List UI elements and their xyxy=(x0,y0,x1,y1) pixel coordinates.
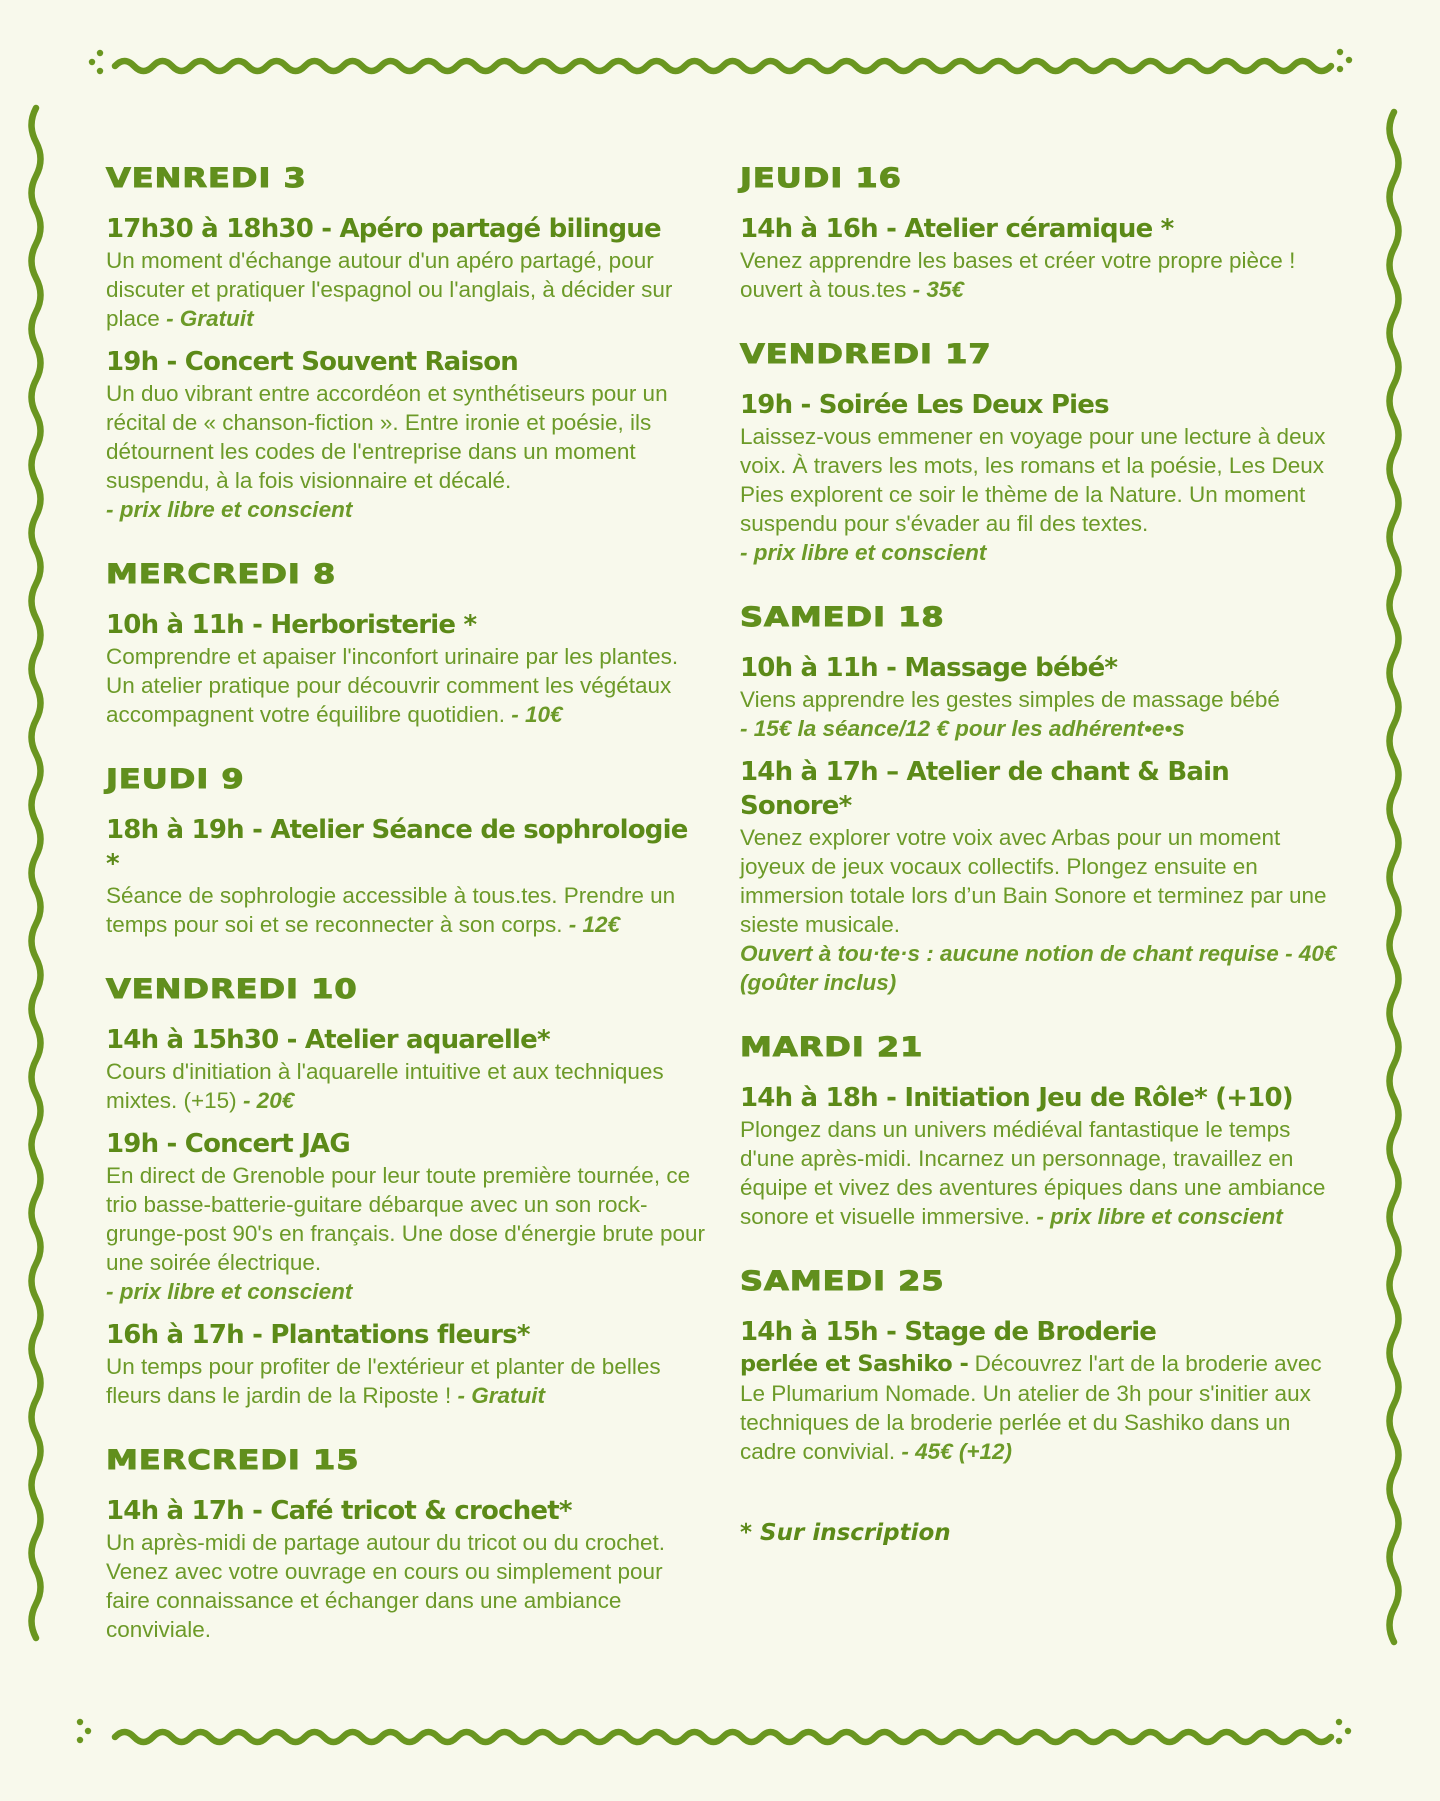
event xyxy=(740,1081,1345,1231)
event-description: Viens apprendre les gestes simples de massage bébé - 15€ la séance/12 € pour les adhérent•e•s xyxy=(740,687,1280,741)
day-section xyxy=(740,1261,1345,1466)
corner-dots-bottom-left xyxy=(77,1719,91,1743)
event-price: - 35€ xyxy=(912,277,964,302)
day-section xyxy=(106,158,706,524)
event-description: Un moment d'échange autour d'un apéro partagé, pour discuter et pratiquer l'espagnol ou l'anglais, à décider sur place - Gratuit xyxy=(106,248,673,331)
day-heading: VENDREDI 10 xyxy=(106,973,358,1005)
day-heading: JEUDI 9 xyxy=(106,763,245,795)
day-section xyxy=(106,554,706,729)
event-title: 17h30 à 18h30 - Apéro partagé bilingue xyxy=(106,214,661,244)
corner-dots-bottom-right xyxy=(1336,1719,1351,1744)
event xyxy=(740,212,1345,304)
event-title: 14h à 17h – Atelier de chant & Bain Sonore* xyxy=(740,757,1229,821)
corner-dots-top-left xyxy=(89,50,103,74)
event-price: - Gratuit xyxy=(166,306,254,331)
event-description: Comprendre et apaiser l'inconfort urinaire par les plantes. Un atelier pratique pour découvrir comment les végétaux accompagnent votre équilibre quotidien. - 10€ xyxy=(106,644,679,727)
event-description: perlée et Sashiko - Découvrez l'art de la broderie avec Le Plumarium Nomade. Un atelier de 3h pour s'initier aux techniques de la broderie perlée et du Sashiko dans un cadre convivial. - 45€ (+12) xyxy=(740,1351,1322,1464)
right-wave-border xyxy=(1390,112,1399,1642)
event-description: Cours d'initiation à l'aquarelle intuitive et aux techniques mixtes. (+15) - 20€ xyxy=(106,1059,664,1113)
event-title: 14h à 16h - Atelier céramique * xyxy=(740,214,1174,244)
event-price: - 10€ xyxy=(511,702,563,727)
day-heading: MERCREDI 8 xyxy=(106,558,337,590)
event-price: - 20€ xyxy=(242,1088,295,1113)
event xyxy=(106,813,706,939)
event-description: Venez apprendre les bases et créer votre propre pièce ! ouvert à tous.tes - 35€ xyxy=(740,248,1296,302)
event-price: Ouvert à tou·te·s : aucune notion de chant requise - 40€ (goûter inclus) xyxy=(740,941,1337,995)
day-section xyxy=(740,158,1345,304)
event-description: Un temps pour profiter de l'extérieur et planter de belles fleurs dans le jardin de la Riposte ! - Gratuit xyxy=(106,1354,661,1408)
day-section xyxy=(106,969,706,1410)
day-heading: SAMEDI 18 xyxy=(740,601,945,633)
day-section xyxy=(740,597,1345,997)
day-heading: JEUDI 16 xyxy=(740,162,902,194)
event xyxy=(106,1318,706,1410)
day-section xyxy=(106,759,706,939)
event-description: Un après-midi de partage autour du tricot ou du crochet. Venez avec votre ouvrage en cours ou simplement pour faire connaissance et échanger dans une ambiance conviviale. xyxy=(106,1530,666,1642)
left-wave-border xyxy=(32,108,41,1638)
event-price: - prix libre et conscient xyxy=(740,540,987,565)
event-price: - 45€ (+12) xyxy=(901,1439,1013,1464)
event-description: Plongez dans un univers médiéval fantastique le temps d'une après-midi. Incarnez un personnage, travaillez en équipe et vivez des aventures épiques dans une ambiance sonore et visuelle immersive. - prix libre et conscient xyxy=(740,1117,1326,1229)
event-description: Un duo vibrant entre accordéon et synthétiseurs pour un récital de « chanson-fiction ». Entre ironie et poésie, ils détournent les codes de l'entreprise dans un moment suspendu, à la fois visionnaire et décalé. - prix libre et conscient xyxy=(106,381,668,522)
day-section xyxy=(740,1027,1345,1231)
event xyxy=(106,1494,706,1644)
event-description: En direct de Grenoble pour leur toute première tournée, ce trio basse-batterie-guitare débarque avec un son rock-grunge-post 90's en français. Une dose d'énergie brute pour une soirée électrique. - prix libre et conscient xyxy=(106,1163,705,1304)
day-heading: MERCREDI 15 xyxy=(106,1444,360,1476)
event-title: 14h à 17h - Café tricot & crochet* xyxy=(106,1496,572,1526)
event-title: 14h à 18h - Initiation Jeu de Rôle* (+10) xyxy=(740,1083,1293,1113)
event-price: - 15€ la séance/12 € pour les adhérent•e•s xyxy=(740,716,1185,741)
day-section xyxy=(740,334,1345,567)
event-price: - 12€ xyxy=(568,912,621,937)
event xyxy=(106,345,706,524)
event-title: 19h - Concert JAG xyxy=(106,1129,350,1159)
event xyxy=(106,1127,706,1306)
right-column xyxy=(740,158,1345,1546)
event xyxy=(106,212,706,333)
event xyxy=(740,1315,1345,1466)
event-title-continued: perlée et Sashiko - xyxy=(740,1351,969,1377)
event-price: - prix libre et conscient xyxy=(106,1279,353,1304)
day-heading: VENDREDI 17 xyxy=(740,338,992,370)
event-description: Laissez-vous emmener en voyage pour une lecture à deux voix. À travers les mots, les romans et la poésie, Les Deux Pies explorent ce soir le thème de la Nature. Un moment suspendu pour s'évader au fil des textes. - prix libre et conscient xyxy=(740,424,1326,565)
registration-note: * Sur inscription xyxy=(740,1520,951,1546)
left-column xyxy=(106,158,706,1644)
event-price: - prix libre et conscient xyxy=(1036,1204,1283,1229)
event-title: 10h à 11h - Massage bébé* xyxy=(740,653,1118,683)
event-title: 14h à 15h - Stage de Broderie xyxy=(740,1317,1157,1347)
event xyxy=(106,1023,706,1115)
event-description: Venez explorer votre voix avec Arbas pour un moment joyeux de jeux vocaux collectifs. Plongez ensuite en immersion totale lors d’un Bain Sonore et terminez par une sieste musicale. Ouvert à tou·te·s : aucune notion de chant requise - 40€ (goûter inclus) xyxy=(740,825,1337,995)
event-title: 14h à 15h30 - Atelier aquarelle* xyxy=(106,1025,550,1055)
event-price: - Gratuit xyxy=(457,1383,545,1408)
bottom-wave-border xyxy=(115,1732,1331,1742)
day-heading: SAMEDI 25 xyxy=(740,1265,945,1297)
event xyxy=(740,388,1345,567)
event-title: 18h à 19h - Atelier Séance de sophrologie * xyxy=(106,815,688,879)
event-title: 10h à 11h - Herboristerie * xyxy=(106,610,477,640)
event-title: 16h à 17h - Plantations fleurs* xyxy=(106,1320,530,1350)
event xyxy=(740,755,1345,997)
event-title: 19h - Concert Souvent Raison xyxy=(106,347,518,377)
corner-dots-top-right xyxy=(1337,49,1352,72)
event xyxy=(740,651,1345,743)
day-heading: VENREDI 3 xyxy=(106,162,307,194)
day-section xyxy=(106,1440,706,1644)
top-wave-border xyxy=(115,61,1331,71)
day-heading: MARDI 21 xyxy=(740,1031,924,1063)
event xyxy=(106,608,706,729)
event-description: Séance de sophrologie accessible à tous.tes. Prendre un temps pour soi et se reconnecter à son corps. - 12€ xyxy=(106,883,676,937)
event-title: 19h - Soirée Les Deux Pies xyxy=(740,390,1109,420)
event-price: - prix libre et conscient xyxy=(106,497,353,522)
